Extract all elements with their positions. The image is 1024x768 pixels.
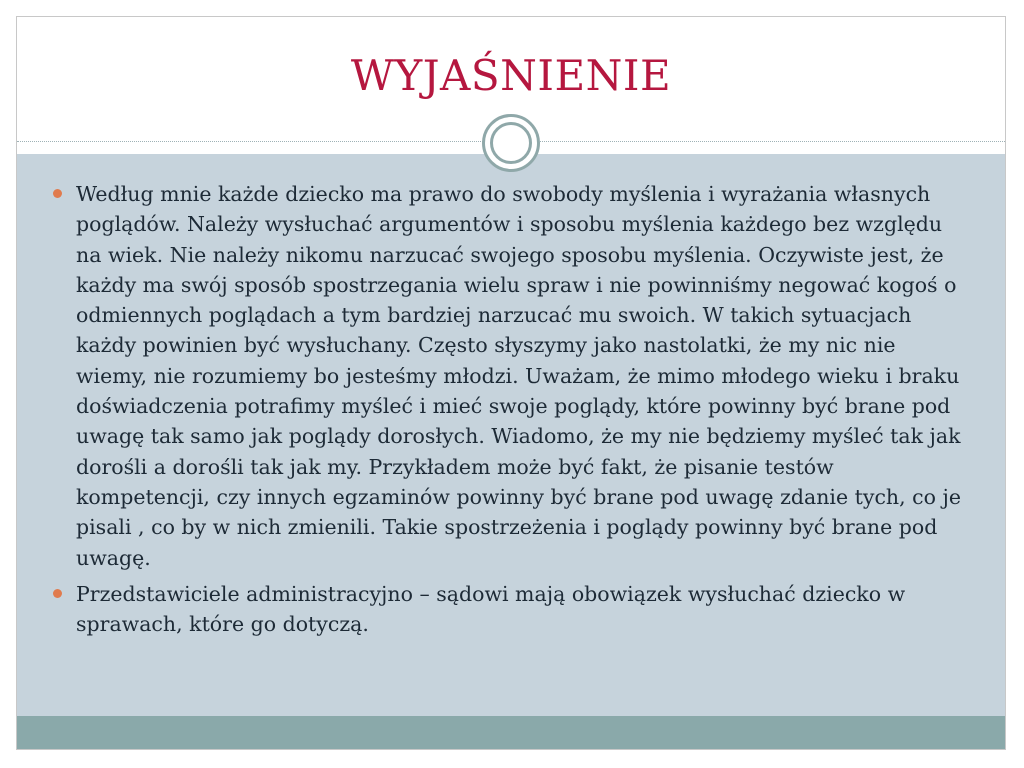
- content-area: [17, 154, 1005, 716]
- round-bullet-icon: [53, 589, 62, 598]
- bullet-item: [53, 579, 973, 640]
- slide-title: WYJAŚNIENIE: [350, 51, 672, 100]
- round-bullet-icon: [53, 189, 62, 198]
- bullet-text: Przedstawiciele administracyjno – sądowi mają obowiązek wysłuchać dziecko w sprawach, które go dotyczą.: [76, 581, 906, 637]
- bullet-list: [53, 179, 973, 645]
- bullet-text: Według mnie każde dziecko ma prawo do swobody myślenia i wyrażania własnych poglądów. Należy wysłuchać argumentów i sposobu myślenia każdego bez względu na wiek. Nie należy nikomu narzucać swojego sposobu myślenia. Oczywiste jest, że każdy ma swój sposób spostrzegania wielu spraw i nie powinniśmy negować kogoś o odmiennych poglądach a tym bardziej narzucać mu swoich. W takich sytuacjach każdy powinien być wysłuchany. Często słyszymy jako nastolatki, że my nic nie wiemy, nie rozumiemy bo jesteśmy młodzi. Uważam, że mimo młodego wieku i braku doświadczenia potrafimy myśleć i mieć swoje poglądy, które powinny być brane pod uwagę tak samo jak poglądy dorosłych. Wiadomo, że my nie będziemy myśleć tak jak dorośli a dorośli tak jak my. Przykładem może być fakt, że pisanie testów kompetencji, czy innych egzaminów powinny być brane pod uwagę zdanie tych, co je pisali , co by w nich zmienili. Takie spostrzeżenia i poglądy powinny być brane pod uwagę.: [76, 182, 961, 570]
- slide: [16, 16, 1006, 750]
- footer-band: [17, 716, 1005, 750]
- double-ring-ornament-icon: [482, 114, 540, 172]
- bullet-item: [53, 179, 973, 573]
